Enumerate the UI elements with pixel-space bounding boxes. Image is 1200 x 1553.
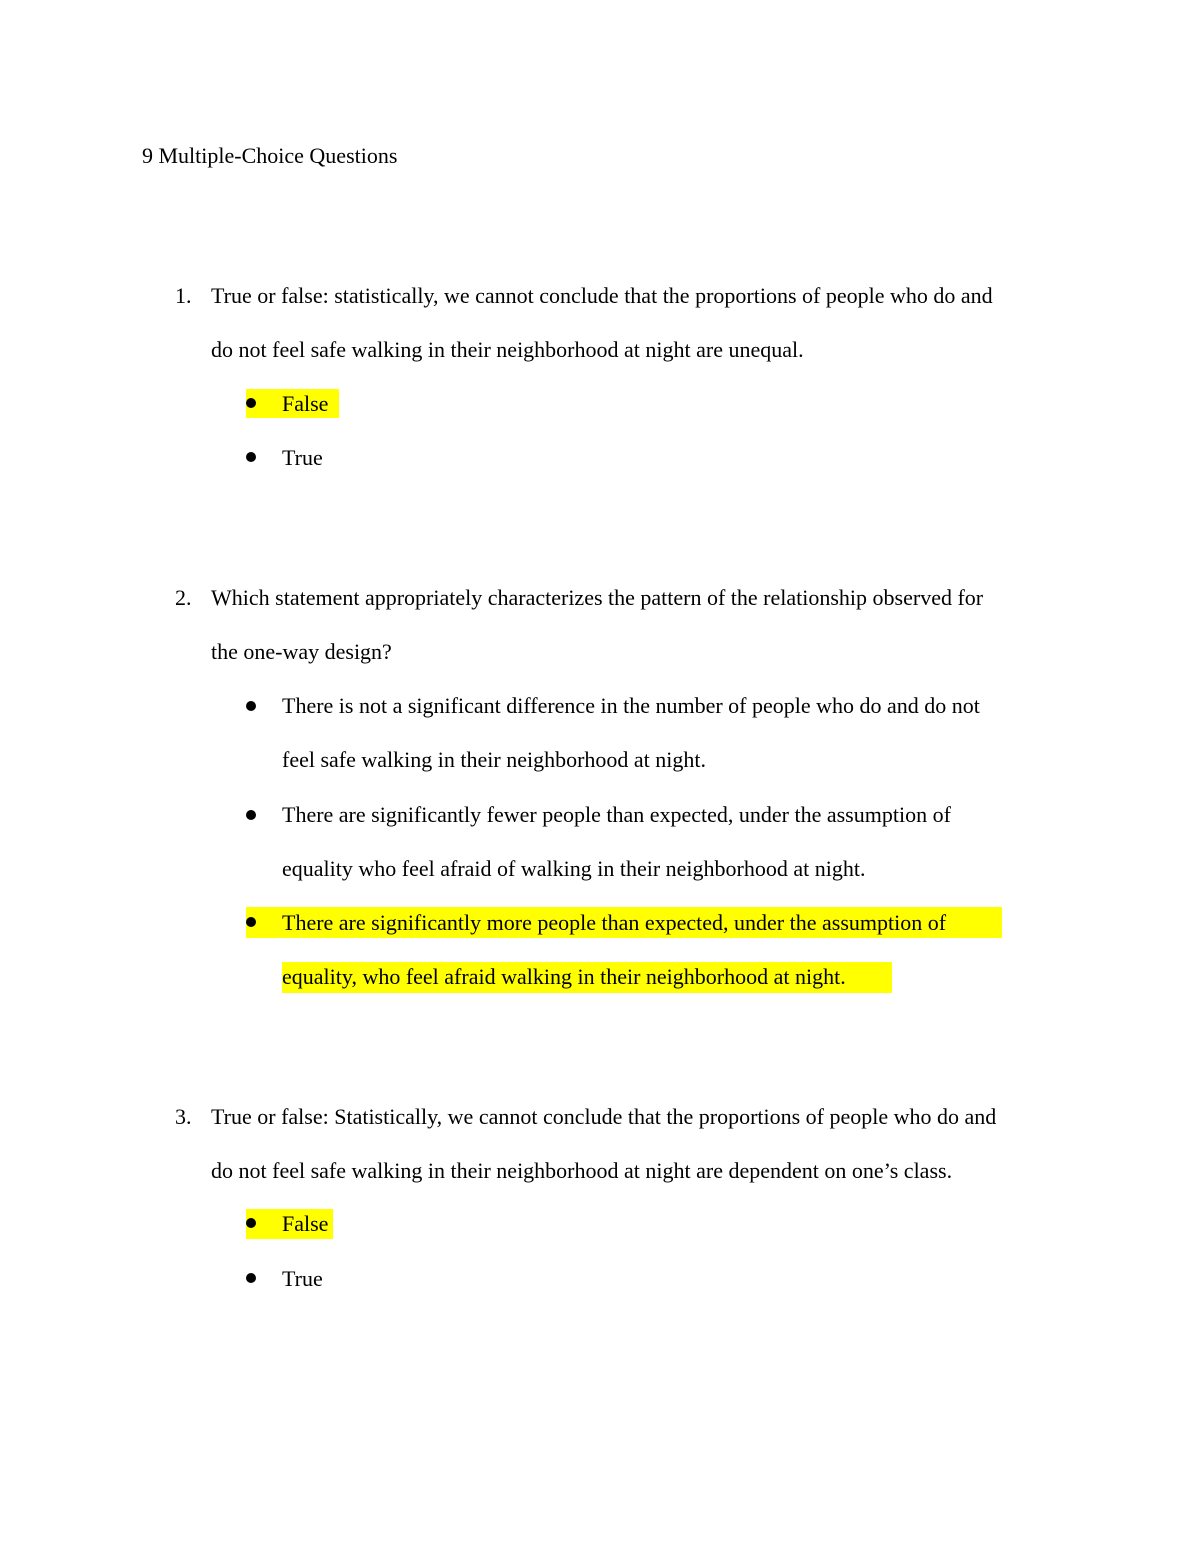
document-title: 9 Multiple-Choice Questions bbox=[142, 143, 398, 168]
answer-option-true: True bbox=[282, 445, 323, 470]
question-text-line: do not feel safe walking in their neighborhood at night are unequal. bbox=[211, 337, 804, 362]
question-text-line: do not feel safe walking in their neighborhood at night are dependent on one’s class. bbox=[211, 1158, 953, 1183]
answer-option-false: False bbox=[282, 391, 329, 416]
bullet-icon bbox=[246, 1273, 256, 1283]
answer-option-line: equality who feel afraid of walking in their neighborhood at night. bbox=[282, 856, 866, 881]
answer-option-line: There are significantly more people than expected, under the assumption of bbox=[282, 910, 947, 935]
answer-option-line: equality, who feel afraid walking in their neighborhood at night. bbox=[282, 964, 846, 989]
bullet-icon bbox=[246, 917, 256, 927]
question-text-line: True or false: statistically, we cannot conclude that the proportions of people who do and bbox=[211, 283, 993, 308]
question-text-line: Which statement appropriately characterizes the pattern of the relationship observed for bbox=[211, 585, 984, 610]
bullet-icon bbox=[246, 398, 256, 408]
question-text-line: True or false: Statistically, we cannot conclude that the proportions of people who do and bbox=[211, 1104, 997, 1129]
bullet-icon bbox=[246, 701, 256, 711]
question-number: 1. bbox=[175, 283, 192, 308]
bullet-icon bbox=[246, 452, 256, 462]
question-number: 2. bbox=[175, 585, 192, 610]
answer-option-line: There is not a significant difference in the number of people who do and do not bbox=[282, 693, 980, 718]
answer-option-line: feel safe walking in their neighborhood at night. bbox=[282, 747, 706, 772]
question-text-line: the one-way design? bbox=[211, 639, 392, 664]
answer-option-true: True bbox=[282, 1266, 323, 1291]
bullet-icon bbox=[246, 810, 256, 820]
answer-option-line: There are significantly fewer people than expected, under the assumption of bbox=[282, 802, 951, 827]
question-number: 3. bbox=[175, 1104, 192, 1129]
bullet-icon bbox=[246, 1218, 256, 1228]
answer-option-false: False bbox=[282, 1211, 329, 1236]
